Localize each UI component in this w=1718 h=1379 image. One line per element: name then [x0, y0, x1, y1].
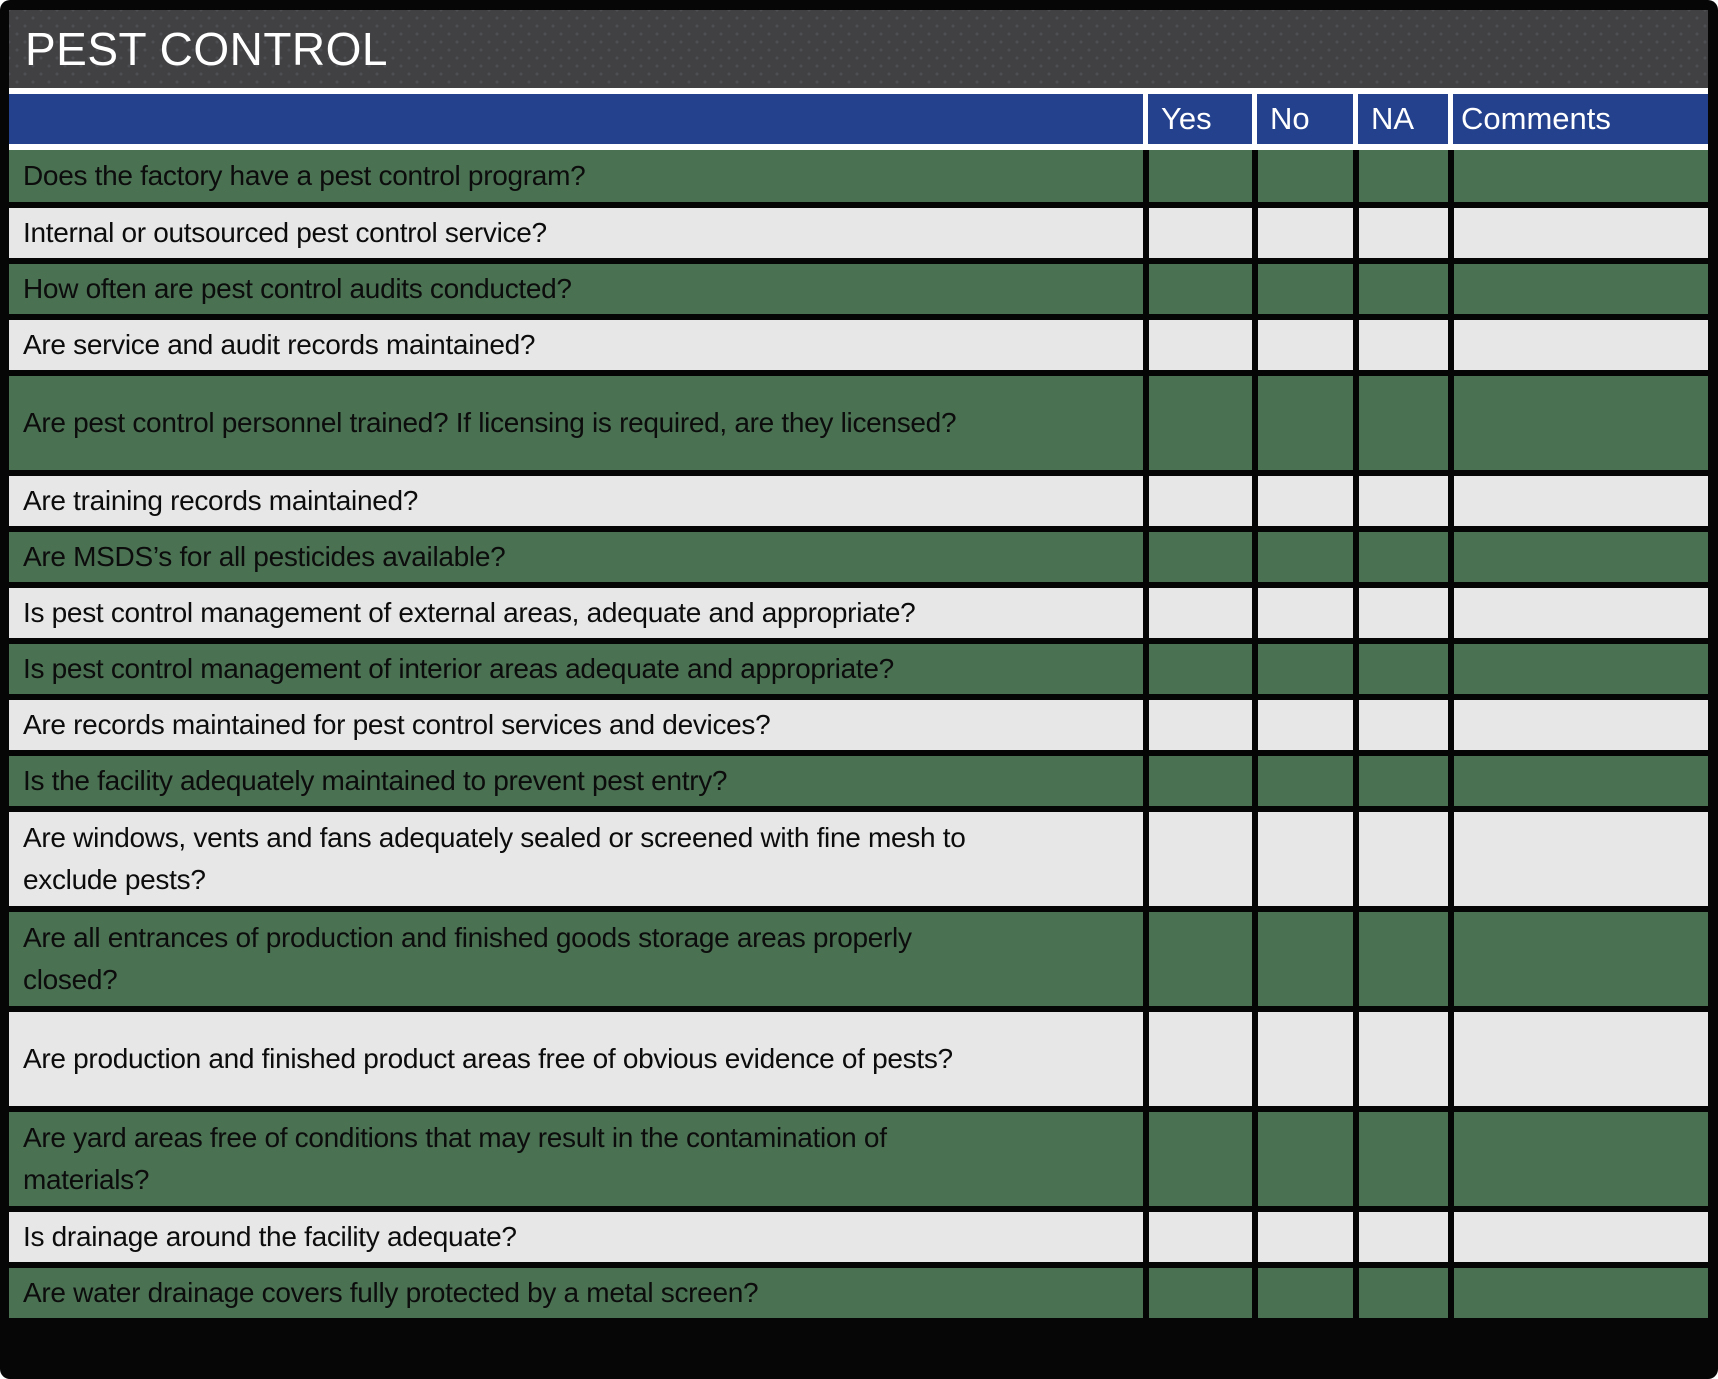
question-cell: Are production and finished product areas free of obvious evidence of pests?: [9, 1012, 1143, 1106]
comments-cell[interactable]: [1448, 756, 1708, 806]
checklist-row: [9, 150, 1708, 202]
na-cell[interactable]: [1353, 532, 1448, 582]
checklist-row: [9, 202, 1708, 258]
na-cell[interactable]: [1353, 1268, 1448, 1318]
question-cell: Are records maintained for pest control services and devices?: [9, 700, 1143, 750]
yes-cell[interactable]: [1143, 532, 1252, 582]
page-title: PEST CONTROL: [25, 23, 388, 75]
column-header-comments: Comments: [1448, 94, 1708, 144]
no-cell[interactable]: [1252, 476, 1353, 526]
na-cell[interactable]: [1353, 208, 1448, 258]
yes-cell[interactable]: [1143, 644, 1252, 694]
yes-cell[interactable]: [1143, 208, 1252, 258]
question-cell: Are all entrances of production and finished goods storage areas properly closed?: [9, 912, 1143, 1006]
na-cell[interactable]: [1353, 264, 1448, 314]
no-cell[interactable]: [1252, 320, 1353, 370]
column-header-na: NA: [1353, 94, 1448, 144]
question-cell: Are pest control personnel trained? If licensing is required, are they licensed?: [9, 376, 1143, 470]
no-cell[interactable]: [1252, 532, 1353, 582]
question-cell: Are windows, vents and fans adequately sealed or screened with fine mesh to exclude pests?: [9, 812, 1143, 906]
yes-cell[interactable]: [1143, 376, 1252, 470]
yes-cell[interactable]: [1143, 756, 1252, 806]
na-cell[interactable]: [1353, 1212, 1448, 1262]
no-cell[interactable]: [1252, 376, 1353, 470]
no-cell[interactable]: [1252, 644, 1353, 694]
no-cell[interactable]: [1252, 588, 1353, 638]
question-cell: How often are pest control audits conducted?: [9, 264, 1143, 314]
na-cell[interactable]: [1353, 476, 1448, 526]
checklist-row: [9, 750, 1708, 806]
comments-cell[interactable]: [1448, 812, 1708, 906]
yes-cell[interactable]: [1143, 912, 1252, 1006]
na-cell[interactable]: [1353, 320, 1448, 370]
na-cell[interactable]: [1353, 150, 1448, 202]
checklist-row: [9, 694, 1708, 750]
question-cell: Are water drainage covers fully protected by a metal screen?: [9, 1268, 1143, 1318]
comments-cell[interactable]: [1448, 320, 1708, 370]
checklist-row: [9, 806, 1708, 906]
column-header-question: [9, 94, 1143, 144]
yes-cell[interactable]: [1143, 1212, 1252, 1262]
na-cell[interactable]: [1353, 644, 1448, 694]
comments-cell[interactable]: [1448, 1012, 1708, 1106]
comments-cell[interactable]: [1448, 208, 1708, 258]
comments-cell[interactable]: [1448, 376, 1708, 470]
no-cell[interactable]: [1252, 756, 1353, 806]
question-cell: Is pest control management of interior areas adequate and appropriate?: [9, 644, 1143, 694]
no-cell[interactable]: [1252, 1212, 1353, 1262]
na-cell[interactable]: [1353, 376, 1448, 470]
question-cell: Are yard areas free of conditions that may result in the contamination of materials?: [9, 1112, 1143, 1206]
question-cell: Are MSDS’s for all pesticides available?: [9, 532, 1143, 582]
question-cell: Are training records maintained?: [9, 476, 1143, 526]
question-cell: Does the factory have a pest control program?: [9, 150, 1143, 202]
comments-cell[interactable]: [1448, 476, 1708, 526]
comments-cell[interactable]: [1448, 912, 1708, 1006]
na-cell[interactable]: [1353, 700, 1448, 750]
yes-cell[interactable]: [1143, 1012, 1252, 1106]
question-cell: Is drainage around the facility adequate?: [9, 1212, 1143, 1262]
question-cell: Are service and audit records maintained?: [9, 320, 1143, 370]
checklist-row: [9, 1262, 1708, 1318]
table-header-row: [9, 94, 1708, 144]
no-cell[interactable]: [1252, 1112, 1353, 1206]
no-cell[interactable]: [1252, 812, 1353, 906]
column-header-yes: Yes: [1143, 94, 1252, 144]
checklist-row: [9, 1006, 1708, 1106]
na-cell[interactable]: [1353, 912, 1448, 1006]
no-cell[interactable]: [1252, 912, 1353, 1006]
checklist-row: [9, 906, 1708, 1006]
comments-cell[interactable]: [1448, 700, 1708, 750]
comments-cell[interactable]: [1448, 1212, 1708, 1262]
checklist-row: [9, 526, 1708, 582]
checklist-row: [9, 470, 1708, 526]
yes-cell[interactable]: [1143, 150, 1252, 202]
yes-cell[interactable]: [1143, 588, 1252, 638]
comments-cell[interactable]: [1448, 150, 1708, 202]
comments-cell[interactable]: [1448, 1112, 1708, 1206]
checklist-row: [9, 582, 1708, 638]
yes-cell[interactable]: [1143, 320, 1252, 370]
yes-cell[interactable]: [1143, 1112, 1252, 1206]
question-cell: Is pest control management of external areas, adequate and appropriate?: [9, 588, 1143, 638]
comments-cell[interactable]: [1448, 264, 1708, 314]
comments-cell[interactable]: [1448, 532, 1708, 582]
yes-cell[interactable]: [1143, 700, 1252, 750]
comments-cell[interactable]: [1448, 644, 1708, 694]
yes-cell[interactable]: [1143, 264, 1252, 314]
checklist-row: [9, 314, 1708, 370]
na-cell[interactable]: [1353, 812, 1448, 906]
checklist-row: [9, 258, 1708, 314]
no-cell[interactable]: [1252, 1012, 1353, 1106]
yes-cell[interactable]: [1143, 812, 1252, 906]
yes-cell[interactable]: [1143, 476, 1252, 526]
na-cell[interactable]: [1353, 1012, 1448, 1106]
no-cell[interactable]: [1252, 264, 1353, 314]
comments-cell[interactable]: [1448, 1268, 1708, 1318]
question-cell: Internal or outsourced pest control service?: [9, 208, 1143, 258]
no-cell[interactable]: [1252, 150, 1353, 202]
no-cell[interactable]: [1252, 1268, 1353, 1318]
checklist-row: [9, 1106, 1708, 1206]
column-header-no: No: [1252, 94, 1353, 144]
checklist-body: [9, 150, 1708, 1370]
title-bar: [9, 10, 1708, 88]
comments-cell[interactable]: [1448, 588, 1708, 638]
no-cell[interactable]: [1252, 700, 1353, 750]
na-cell[interactable]: [1353, 756, 1448, 806]
na-cell[interactable]: [1353, 1112, 1448, 1206]
checklist-row: [9, 370, 1708, 470]
yes-cell[interactable]: [1143, 1268, 1252, 1318]
checklist-row: [9, 1206, 1708, 1262]
no-cell[interactable]: [1252, 208, 1353, 258]
na-cell[interactable]: [1353, 588, 1448, 638]
checklist-row: [9, 638, 1708, 694]
question-cell: Is the facility adequately maintained to prevent pest entry?: [9, 756, 1143, 806]
